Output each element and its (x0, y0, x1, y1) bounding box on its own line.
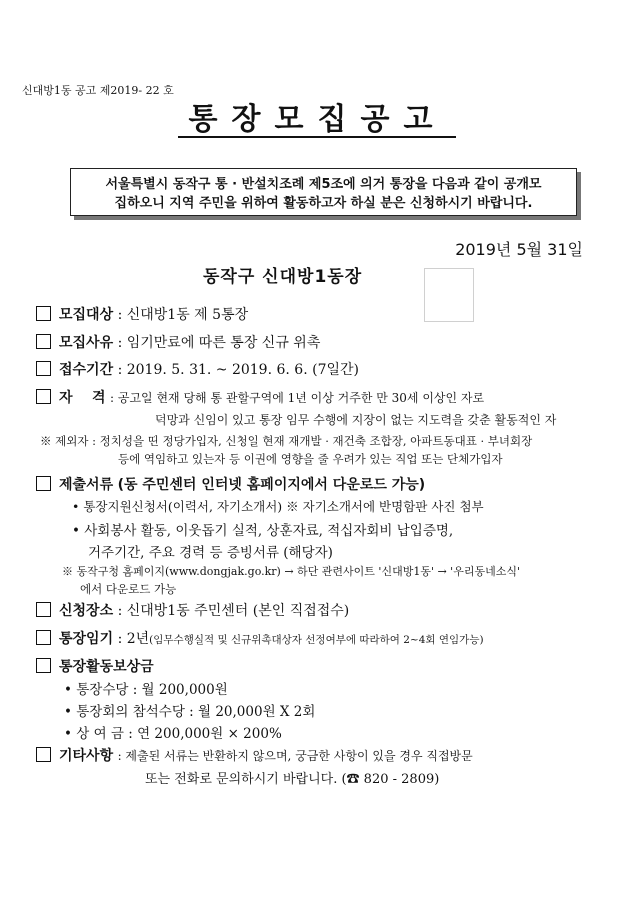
section-other (36, 745, 473, 765)
document-item-2: • 사회봉사 활동, 이웃돕기 실적, 상훈자료, 적십자회비 납입증명, (72, 523, 454, 539)
checkbox-icon (36, 334, 51, 349)
section-label: 자 격 (59, 390, 106, 406)
title-underline (178, 136, 456, 138)
section-label: 모집사유 (59, 335, 114, 351)
exclusion-line-1: ※ 제외자 : 정치성을 띤 정당가입자, 신청일 현재 재개발 · 재건축 조합장, 아파트동대표 · 부녀회장 (40, 434, 533, 448)
section-label: 신청장소 (59, 603, 114, 619)
section-value: : 신대방1동 주민센터 (본인 직접접수) (117, 603, 350, 619)
exclusion-line-2: 등에 역임하고 있는자 등 이권에 영향을 줄 우려가 있는 직업 또는 단체가입자 (118, 452, 503, 466)
section-term (36, 628, 484, 648)
section-label: 제출서류 (59, 477, 114, 493)
notice-date: 2019년 5월 31일 (455, 240, 583, 259)
checkbox-icon (36, 630, 51, 645)
compensation-item-1: • 통장수당 : 월 200,000원 (64, 682, 228, 698)
section-value: : 2년 (117, 631, 150, 647)
intro-line-2: 집하오니 지역 주민을 위하여 활동하고자 하실 분은 신청하시기 바랍니다. (114, 196, 533, 211)
section-value: : 임기만료에 따른 통장 신규 위촉 (117, 335, 321, 351)
compensation-item-2: • 통장회의 참석수당 : 월 20,000원 X 2회 (64, 704, 316, 720)
section-value: : 2019. 5. 31. ~ 2019. 6. 6. (7일간) (117, 362, 359, 378)
intro-line-1: 서울특별시 동작구 통 · 반설치조례 제5조에 의거 통장을 다음과 같이 공개모 (105, 177, 542, 192)
other-line-1: : 제출된 서류는 반환하지 않으며, 궁금한 사항이 있을 경우 직접방문 (117, 749, 473, 763)
download-note-2: 에서 다운로드 가능 (80, 582, 177, 596)
section-documents (36, 474, 425, 494)
compensation-item-3: • 상 여 금 : 연 200,000원 × 200% (64, 726, 282, 742)
official-seal (424, 268, 474, 322)
checkbox-icon (36, 658, 51, 673)
page-title: 통장모집공고 (188, 102, 447, 137)
checkbox-icon (36, 361, 51, 376)
section-label: 통장임기 (59, 631, 114, 647)
checkbox-icon (36, 602, 51, 617)
section-label: 모집대상 (59, 307, 114, 323)
intro-box (70, 168, 577, 216)
section-compensation (36, 656, 154, 676)
checkbox-icon (36, 747, 51, 762)
checkbox-icon (36, 476, 51, 491)
section-label: 기타사항 (59, 748, 114, 764)
term-note: (임무수행실적 및 신규위촉대상자 선정여부에 따라하여 2~4회 연임가능) (149, 634, 484, 646)
section-apply-place (36, 600, 349, 620)
other-line-2: 또는 전화로 문의하시기 바랍니다. (☎ 820 - 2809) (145, 772, 440, 787)
section-label: 접수기간 (59, 362, 114, 378)
section-qualification (36, 387, 484, 407)
checkbox-icon (36, 306, 51, 321)
document-item-1: • 통장지원신청서(이력서, 자기소개서) ※ 자기소개서에 반명함판 사진 첨부 (72, 499, 484, 514)
section-value: (동 주민센터 인터넷 홈페이지에서 다운로드 가능) (117, 477, 426, 493)
qualification-line-1: : 공고일 현재 당해 통 관할구역에 1년 이상 거주한 만 30세 이상인 자로 (110, 391, 485, 405)
section-recruit-reason (36, 332, 320, 352)
section-period (36, 359, 359, 379)
section-recruit-target (36, 304, 248, 324)
qualification-line-2: 덕망과 신임이 있고 통장 임무 수행에 지장이 없는 지도력을 갖춘 활동적인 자 (155, 413, 557, 427)
issuing-office: 동작구 신대방1동장 (203, 267, 363, 287)
notice-number: 신대방1동 공고 제2019- 22 호 (22, 84, 174, 97)
section-value: : 신대방1동 제 5통장 (117, 307, 249, 323)
checkbox-icon (36, 389, 51, 404)
download-note-1: ※ 동작구청 홈페이지(www.dongjak.go.kr) → 하단 관련사이트 '신대방1동' → '우리동네소식' (62, 565, 520, 578)
section-label: 통장활동보상금 (59, 659, 154, 675)
document-item-2-cont: 거주기간, 주요 경력 등 증빙서류 (해당자) (88, 545, 333, 561)
